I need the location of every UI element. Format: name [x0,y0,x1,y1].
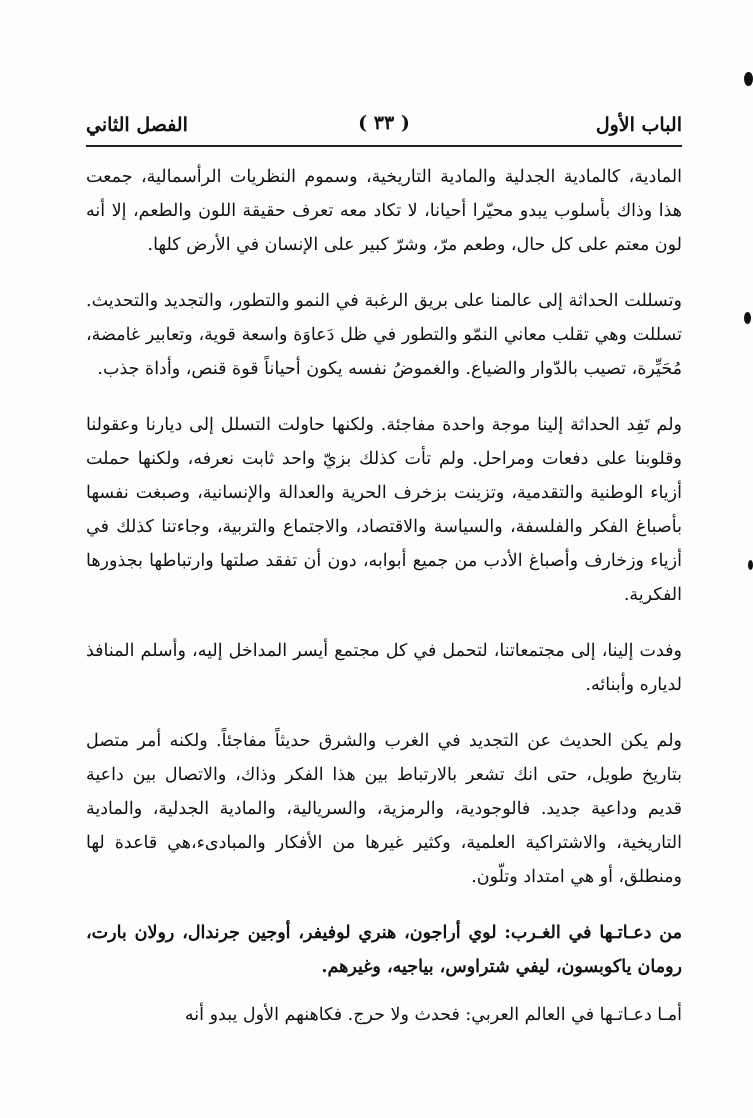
chapter-title: الباب الأول [595,114,682,136]
section-title: الفصل الثاني [86,114,188,136]
paragraph-3: ولم تَفِد الحداثة إلينا موجة واحدة مفاجئة. ولكنها حاولت التسلل إلى ديارنا وعقولنا وقلوبنا على دفعات ومراحل. ولم تأت كذلك بزيّ واحد ثابت نعرفه، ولكنها حملت أزياء الوطنية والتقدمية، وتزينت بزخرف الحرية والعدالة والإنسانية، وصبغت نفسها بأصباغ الفكر والفلسفة، والسياسة والاقتصاد، والاجتماع والتربية، وجاءتنا كذلك في أزياء وزخارف وأصباغ الأدب من جميع أبوابه، دون أن تفقد صلتها وارتباطها بجذورها الفكرية. [86,415,682,605]
scan-mark-middle [744,312,751,324]
paragraph-6: من دعـاتـها في الغـرب: لوي أراجون، هنري لوفيفر، أوجين جرندال، رولان بارت، رومان ياكوبسون، ليفي شتراوس، بياجيه، وغيرهم. [86,923,682,977]
running-header [86,108,682,144]
body-text [86,160,682,1046]
scan-mark-lower [748,560,753,570]
paragraph-5: ولم يكن الحديث عن التجديد في الغرب والشرق حديثاً مفاجئاً. ولكنه أمر متصل بتاريخ طويل، حتى انك تشعر بالارتباط بين هذا الفكر وذاك، والاتصال بين داعية قديم وداعية جديد. فالوجودية، والرمزية، والسريالية، والمادية الجدلية، والمادية التاريخية، والاشتراكية العلمية، وكثير غيرها من الأفكار والمبادىء،هي قاعدة لها ومنطلق، أو هي امتداد وتلّون. [86,731,682,887]
paragraph-1: المادية، كالمادية الجدلية والمادية التاريخية، وسموم النظريات الرأسمالية، جمعت هذا وذاك بأسلوب يبدو محيّرا أحيانا، لا تكاد معه تعرف حقيقة اللون والطعم، إلا أنه لون معتم على كل حال، وطعم مرّ، وشرّ كبير على الإنسان في الأرض كلها. [86,167,682,255]
scan-mark-top [744,72,753,86]
paragraph-4: وفدت إلينا، إلى مجتمعاتنا، لتحمل في كل مجتمع أيسر المداخل إليه، وأسلم المنافذ لدياره وأبنائه. [86,641,682,695]
header-rule [86,145,682,147]
paragraph-2: وتسللت الحداثة إلى عالمنا على بريق الرغبة في النمو والتطور، والتجديد والتحديث. تسللت وهي تقلب معاني النمّو والتطور في ظل دَعاوَة واسعة قوية، وتعابير غامضة، مُحَيِّرة، تصيب بالدّوار والضياع. والغموضُ نفسه يكون أحياناً قوة قنص، وأداة جذب. [86,291,682,379]
page-number: ( ٣٣ ) [358,112,410,134]
paragraph-7: أمـا دعـاتـها في العالم العربي: فحدث ولا حرج. فكاهنهم الأول يبدو أنه [184,1005,682,1025]
